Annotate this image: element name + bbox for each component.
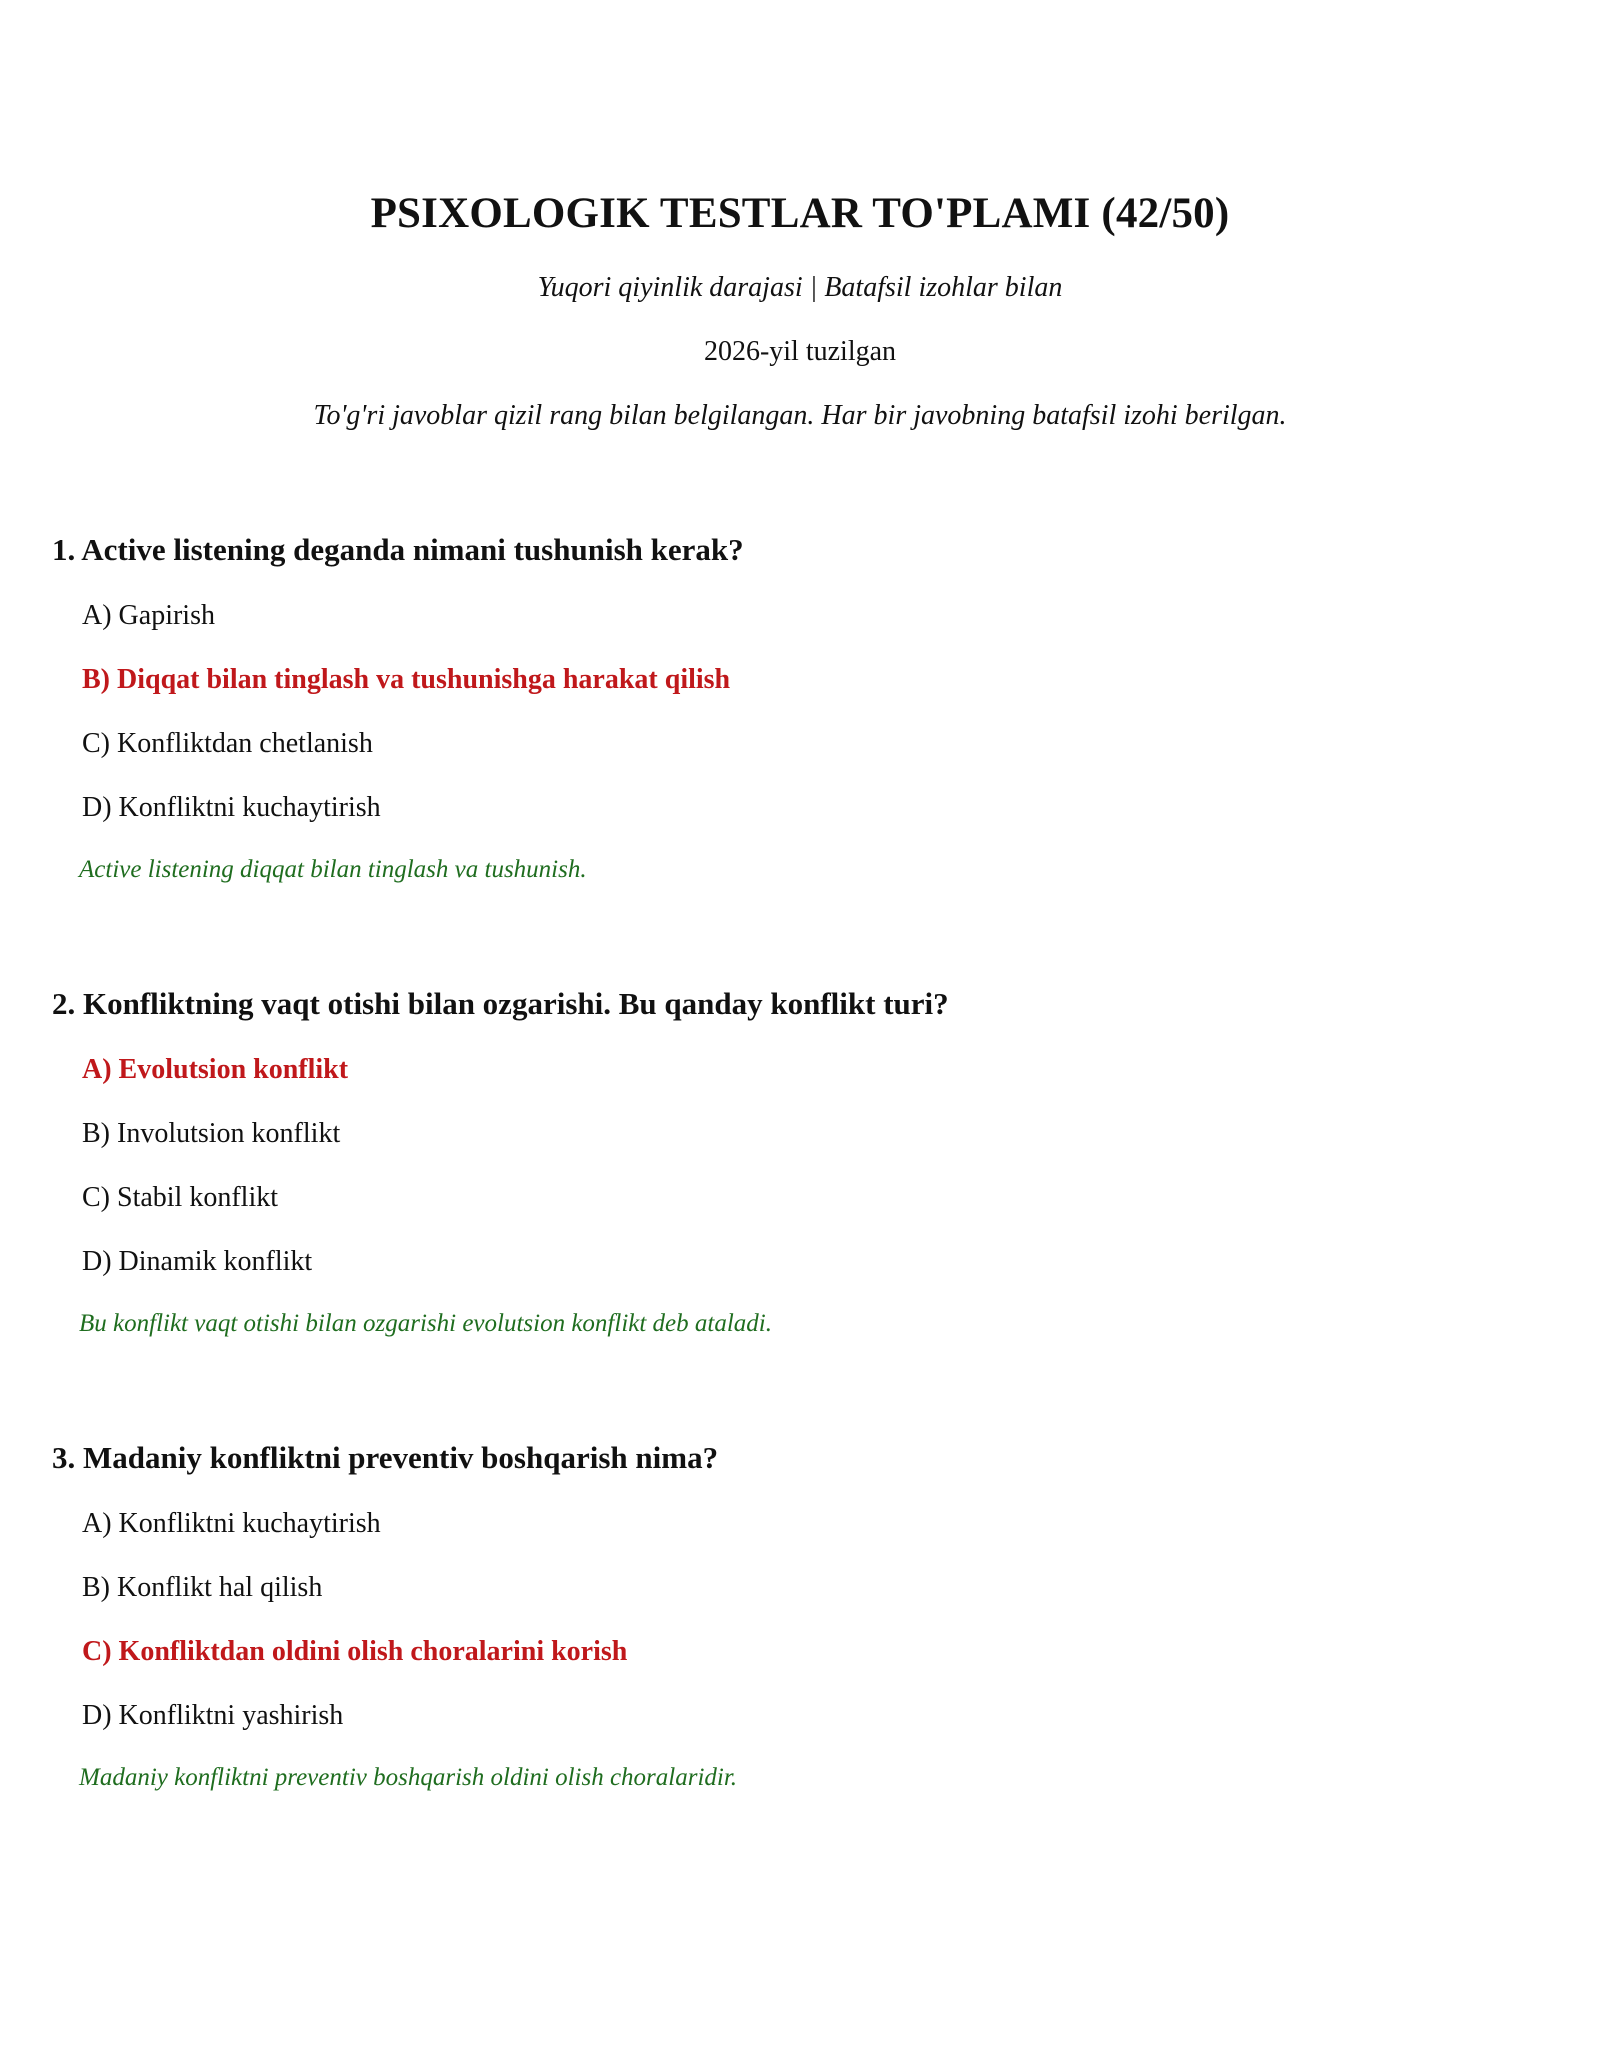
option-b: B) Involutsion konflikt xyxy=(82,1118,341,1149)
option-d: D) Konfliktni yashirish xyxy=(82,1700,344,1731)
option-d: D) Konfliktni kuchaytirish xyxy=(82,792,381,823)
page-title: PSIXOLOGIK TESTLAR TO'PLAMI (42/50) xyxy=(370,190,1230,237)
compiled-year: 2026-yil tuzilgan xyxy=(703,336,897,367)
document-header xyxy=(0,182,1600,436)
explanation-text: Active listening diqqat bilan tinglash va tushunish. xyxy=(79,856,587,883)
option-c: C) Stabil konflikt xyxy=(82,1182,278,1213)
option-b-correct: B) Diqqat bilan tinglash va tushunishga harakat qilish xyxy=(82,664,731,695)
question-block-2 xyxy=(52,982,1552,1342)
question-block-1 xyxy=(52,528,1552,888)
page-subtitle: Yuqori qiyinlik darajasi | Batafsil izohlar bilan xyxy=(537,272,1063,303)
question-text: 1. Active listening deganda nimani tushunish kerak? xyxy=(52,532,744,567)
option-a-correct: A) Evolutsion konflikt xyxy=(82,1054,349,1085)
option-b: B) Konflikt hal qilish xyxy=(82,1572,323,1603)
option-c-correct: C) Konfliktdan oldini olish choralarini korish xyxy=(82,1636,628,1667)
explanation-text: Madaniy konfliktni preventiv boshqarish oldini olish choralaridir. xyxy=(79,1764,738,1791)
option-a: A) Gapirish xyxy=(82,600,215,631)
question-text: 3. Madaniy konfliktni preventiv boshqarish nima? xyxy=(52,1440,719,1475)
option-a: A) Konfliktni kuchaytirish xyxy=(82,1508,381,1539)
option-c: C) Konfliktdan chetlanish xyxy=(82,728,373,759)
option-d: D) Dinamik konflikt xyxy=(82,1246,313,1277)
options-list xyxy=(52,596,1552,828)
question-text: 2. Konfliktning vaqt otishi bilan ozgarishi. Bu qanday konflikt turi? xyxy=(52,986,949,1021)
options-list xyxy=(52,1504,1552,1736)
legend-note: To'g'ri javoblar qizil rang bilan belgilangan. Har bir javobning batafsil izohi berilgan. xyxy=(313,400,1287,431)
options-list xyxy=(52,1050,1552,1282)
question-block-3 xyxy=(52,1436,1552,1796)
explanation-text: Bu konflikt vaqt otishi bilan ozgarishi evolutsion konflikt deb ataladi. xyxy=(79,1310,772,1337)
